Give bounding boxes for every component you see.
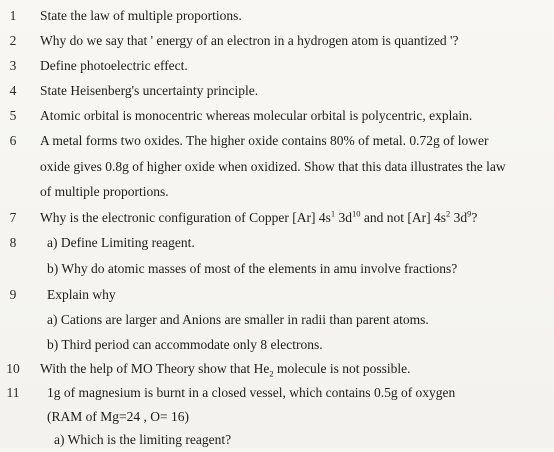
question-1	[0, 4, 554, 28]
question-number: 1	[9, 8, 17, 23]
question-2	[0, 29, 554, 53]
question-text: Why is the electronic configuration of Copper [Ar] $4s^1$ $3d^{10}$ and not [Ar] $4s^2$ $3d^9$?	[40, 208, 478, 225]
question-text-line: Explain why	[47, 287, 116, 302]
question-11-continued	[0, 405, 554, 429]
question-9	[0, 283, 554, 307]
question-number: 3	[9, 58, 17, 73]
question-part-b: b) Third period can accommodate only 8 electrons.	[47, 337, 323, 352]
question-10	[0, 357, 554, 381]
question-part-a: a) Define Limiting reagent.	[47, 235, 195, 250]
question-6-continued	[0, 180, 554, 204]
question-number: 7	[9, 210, 17, 225]
question-9-continued	[0, 308, 554, 332]
question-8-continued	[0, 257, 554, 281]
question-text: Define photoelectric effect.	[40, 58, 188, 73]
question-text: Atomic orbital is monocentric whereas molecular orbital is polycentric, explain.	[40, 108, 473, 123]
question-6-continued	[0, 155, 554, 179]
question-9-continued	[0, 333, 554, 357]
question-text: State the law of multiple proportions.	[40, 8, 242, 23]
question-part-b: b) Why do atomic masses of most of the elements in amu involve fractions?	[47, 261, 458, 276]
question-number: 4	[9, 83, 17, 98]
question-text-line: (RAM of Mg=24 , O= 16)	[47, 409, 189, 424]
question-5	[0, 104, 554, 128]
question-number: 8	[9, 235, 17, 250]
question-part-a: a) Cations are larger and Anions are smaller in radii than parent atoms.	[47, 312, 429, 327]
question-6	[0, 129, 554, 153]
question-number: 10	[6, 361, 20, 376]
question-number: 9	[9, 287, 17, 302]
question-text-line: A metal forms two oxides. The higher oxide contains 80% of metal. 0.72g of lower	[40, 133, 489, 148]
question-text-line: oxide gives 0.8g of higher oxide when oxidized. Show that this data illustrates the law	[40, 159, 506, 174]
question-11	[0, 381, 554, 405]
question-text-line: 1g of magnesium is burnt in a closed vessel, which contains 0.5g of oxygen	[47, 385, 456, 400]
question-number: 5	[9, 108, 17, 123]
question-text: State Heisenberg's uncertainty principle.	[40, 83, 259, 98]
question-8	[0, 231, 554, 255]
question-text: Why do we say that ' energy of an electron in a hydrogen atom is quantized '?	[40, 33, 459, 48]
question-part-a: a) Which is the limiting reagent?	[54, 432, 232, 447]
question-number: 6	[9, 133, 17, 148]
question-7	[0, 206, 554, 230]
question-number: 2	[9, 33, 17, 48]
question-3	[0, 54, 554, 78]
question-4	[0, 79, 554, 103]
question-11-continued	[0, 428, 554, 452]
question-text-line: of multiple proportions.	[40, 184, 169, 199]
question-text: With the help of MO Theory show that $He_2$ molecule is not possible.	[40, 361, 411, 379]
question-number: 11	[6, 385, 20, 400]
